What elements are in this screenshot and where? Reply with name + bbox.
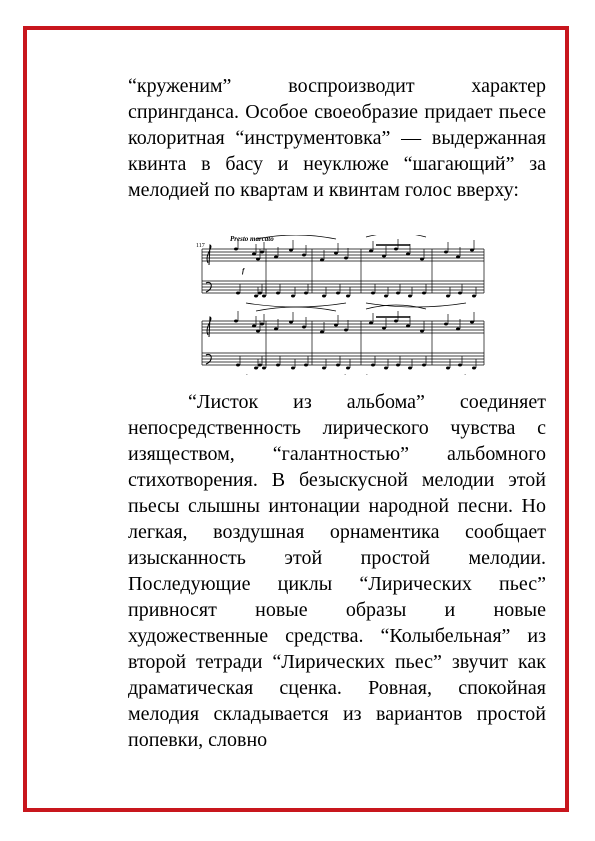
paragraph-2: “Листок из альбома” соединяет непосредственность лирического чувства с изяществом, “галантностью” альбомного стихотворения. В безыскусной мелодии этой пьесы слышны интонации народной песни. Но легкая, воздушная орнаментика сообщает изысканность этой простой мелодии. Последующие циклы “Лирических пьес” привносят новые образы и новые художественные средства. “Колыбельная” из второй тетради “Лирических пьес” звучит как драматическая сценка. Ровная, спокойная мелодия складывается из вариантов простой попевки, словно xyxy=(128,391,546,751)
dynamic-marking: f xyxy=(242,267,245,275)
measure-number: 117 xyxy=(196,243,205,249)
score-system-2 xyxy=(202,305,484,375)
music-score-image xyxy=(196,235,486,375)
paragraph-1: “круженим” воспроизводит характер спрингданса. Особое своеобразие придает пьесе колоритная “инструментовка” — выдержанная квинта в басу и неуклюже “шагающий” за мелодией по квартам и квинтам голос вверху: xyxy=(128,75,546,201)
tempo-marking: Presto marcato xyxy=(230,235,274,243)
